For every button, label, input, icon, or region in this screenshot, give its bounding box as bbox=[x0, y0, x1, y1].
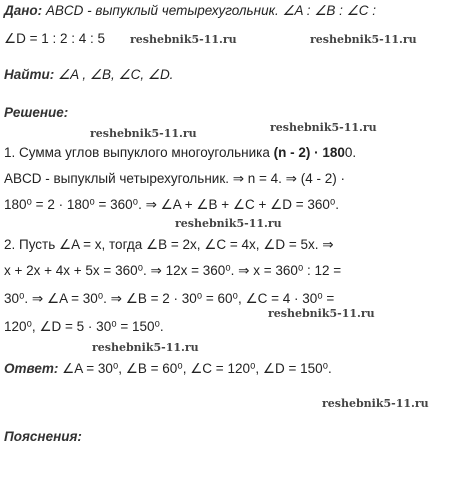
given-line-1 bbox=[4, 2, 376, 20]
given-text-1: ABCD - выпуклый четырехугольник. ∠A : ∠B : ∠C : bbox=[45, 3, 377, 18]
given-line-2 bbox=[4, 30, 105, 48]
answer-line bbox=[4, 360, 332, 378]
answer-label: Ответ: bbox=[4, 361, 59, 376]
watermark: reshebnik5-11.ru bbox=[322, 397, 429, 410]
given-text-2: ∠D = 1 : 2 : 4 : 5 bbox=[4, 31, 106, 46]
solution-l3: 180⁰ = 2 · 180⁰ = 360⁰. ⇒ ∠A + ∠B + ∠C + ∠D = 360⁰. bbox=[4, 197, 340, 212]
find-line bbox=[4, 66, 173, 84]
answer-text: ∠A = 30⁰, ∠B = 60⁰, ∠C = 120⁰, ∠D = 150⁰. bbox=[62, 361, 332, 376]
find-label: Найти: bbox=[4, 67, 55, 82]
watermark: reshebnik5-11.ru bbox=[268, 307, 375, 320]
watermark: reshebnik5-11.ru bbox=[92, 341, 199, 354]
solution-line-1 bbox=[4, 144, 356, 162]
watermark: reshebnik5-11.ru bbox=[310, 33, 417, 46]
watermark: reshebnik5-11.ru bbox=[175, 217, 282, 230]
explanations-line bbox=[4, 428, 82, 446]
solution-line-5 bbox=[4, 262, 341, 280]
solution-line-6 bbox=[4, 290, 334, 308]
watermark: reshebnik5-11.ru bbox=[130, 33, 237, 46]
solution-line-3 bbox=[4, 196, 339, 214]
solution-label: Решение: bbox=[4, 105, 69, 120]
solution-line-2 bbox=[4, 170, 345, 188]
solution-heading bbox=[4, 104, 68, 122]
watermark: reshebnik5-11.ru bbox=[270, 121, 377, 134]
solution-l4: 2. Пусть ∠A = x, тогда ∠B = 2x, ∠C = 4x, ∠D = 5x. ⇒ bbox=[4, 237, 334, 252]
solution-line-4 bbox=[4, 236, 334, 254]
given-label: Дано: bbox=[4, 3, 43, 18]
find-text: ∠A , ∠B, ∠C, ∠D. bbox=[58, 67, 174, 82]
solution-l5: x + 2x + 4x + 5x = 360⁰. ⇒ 12x = 360⁰. ⇒ x = 360⁰ : 12 = bbox=[4, 263, 342, 278]
solution-l7: 120⁰, ∠D = 5 · 30⁰ = 150⁰. bbox=[4, 319, 164, 334]
solution-l1-formula: (n - 2) · 180 bbox=[273, 145, 345, 160]
explanations-label: Пояснения: bbox=[4, 429, 82, 444]
watermark: reshebnik5-11.ru bbox=[90, 127, 197, 140]
solution-line-7 bbox=[4, 318, 164, 336]
solution-l6: 30⁰. ⇒ ∠A = 30⁰. ⇒ ∠B = 2 · 30⁰ = 60⁰, ∠C = 4 · 30⁰ = bbox=[4, 291, 335, 306]
solution-l2: ABCD - выпуклый четырехугольник. ⇒ n = 4. ⇒ (4 - 2) · bbox=[4, 171, 346, 186]
solution-l1-start: 1. Сумма углов выпуклого многоугольника bbox=[4, 145, 274, 160]
solution-l1-end: 0. bbox=[344, 145, 357, 160]
